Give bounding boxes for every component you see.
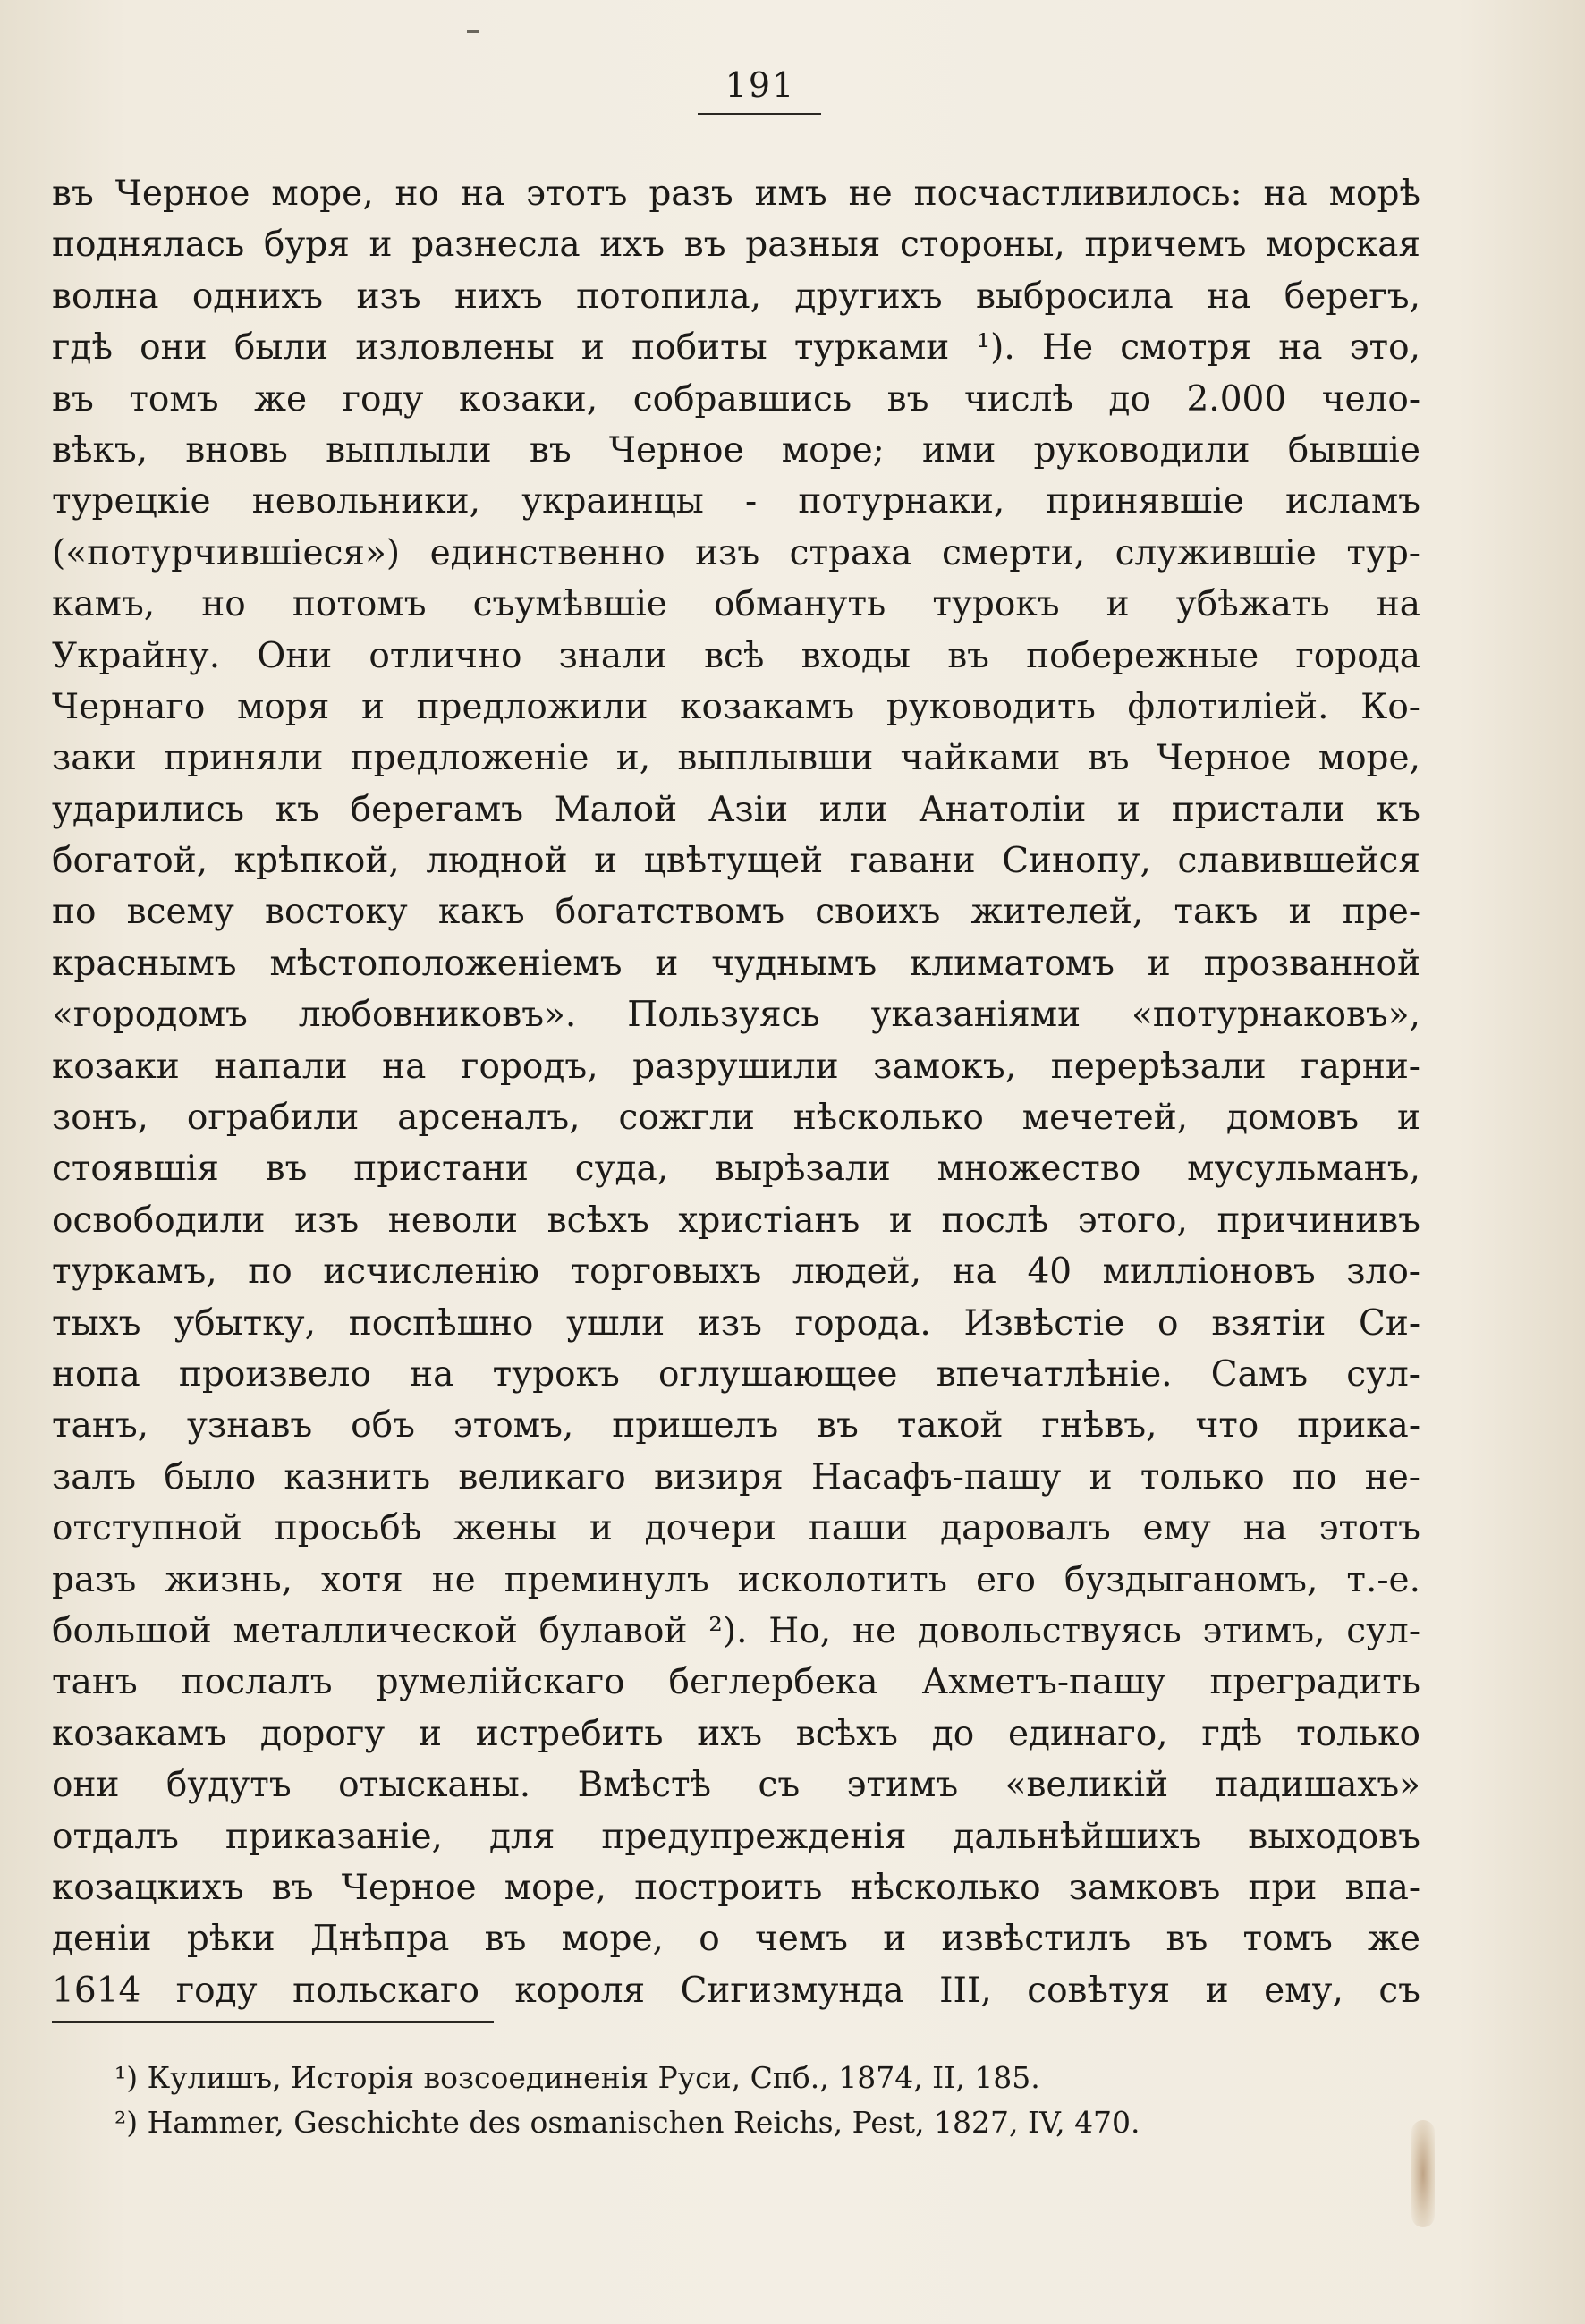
text-line: танъ, узнавъ объ этомъ, пришелъ въ такой гнѣвъ, что прика- <box>52 1405 1420 1446</box>
text-line: Чернаго моря и предложили козакамъ руководить флотиліей. Ко- <box>52 686 1420 727</box>
text-line: разъ жизнь, хотя не преминулъ исколотить его буздыганомъ, т.-е. <box>52 1559 1420 1600</box>
text-line: туркамъ, по исчисленію торговыхъ людей, на 40 милліоновъ зло- <box>52 1251 1420 1293</box>
text-line: ударились къ берегамъ Малой Азіи или Анатоліи и пристали къ <box>52 789 1420 830</box>
paper-stain <box>1411 2120 1435 2227</box>
footnote-separator <box>52 2021 494 2023</box>
text-line: вѣкъ, вновь выплыли въ Черное море; ими руководили бывшіе <box>52 429 1420 471</box>
text-line: деніи рѣки Днѣпра въ море, о чемъ и извѣстилъ въ томъ же <box>52 1919 1420 1960</box>
top-print-mark <box>467 30 479 33</box>
page-number-rule <box>698 113 821 115</box>
text-line: отступной просьбѣ жены и дочери паши даровалъ ему на этотъ <box>52 1508 1420 1549</box>
text-line: турецкіе невольники, украинцы - потурнаки, принявшіе исламъ <box>52 481 1420 522</box>
text-line: камъ, но потомъ съумѣвшіе обмануть турокъ и убѣжать на <box>52 584 1420 625</box>
text-line: отдалъ приказаніе, для предупрежденія дальнѣйшихъ выходовъ <box>52 1816 1420 1857</box>
text-line: гдѣ они были изловлены и побиты турками ¹). Не смотря на это, <box>52 327 1420 369</box>
text-line: козацкихъ въ Черное море, построить нѣсколько замковъ при впа- <box>52 1867 1420 1908</box>
text-line: по всему востоку какъ богатствомъ своихъ жителей, такъ и пре- <box>52 892 1420 933</box>
text-line: («потурчившіеся») единственно изъ страха смерти, служившіе тур- <box>52 532 1420 573</box>
text-line: волна однихъ изъ нихъ потопила, другихъ выбросила на берегъ, <box>52 276 1420 317</box>
text-line: танъ послалъ румелійскаго беглербека Ахметъ-пашу преградить <box>52 1662 1420 1703</box>
text-line: зонъ, ограбили арсеналъ, сожгли нѣсколько мечетей, домовъ и <box>52 1098 1420 1139</box>
text-line: стоявшія въ пристани суда, вырѣзали множество мусульманъ, <box>52 1149 1420 1190</box>
footnotes <box>114 2056 1349 2145</box>
text-line: заки приняли предложеніе и, выплывши чайками въ Черное море, <box>52 738 1420 779</box>
text-line: поднялась буря и разнесла ихъ въ разныя стороны, причемъ морская <box>52 225 1420 266</box>
text-line: залъ было казнить великаго визиря Насафъ-пашу и только по не- <box>52 1456 1420 1497</box>
page-number: 191 <box>725 65 796 105</box>
text-line: большой металлической булавой ²). Но, не довольствуясь этимъ, сул- <box>52 1610 1420 1651</box>
text-line: Украйну. Они отлично знали всѣ входы въ побережные города <box>52 635 1420 676</box>
body-text <box>52 168 1420 2016</box>
text-line: въ Черное море, но на этотъ разъ имъ не посчастливилось: на морѣ <box>52 174 1420 214</box>
text-line: козакамъ дорогу и истребить ихъ всѣхъ до единаго, гдѣ только <box>52 1713 1420 1754</box>
text-line: богатой, крѣпкой, людной и цвѣтущей гавани Синопу, славившейся <box>52 841 1420 882</box>
text-line: тыхъ убытку, поспѣшно ушли изъ города. Извѣстіе о взятіи Си- <box>52 1302 1420 1344</box>
text-line: освободили изъ неволи всѣхъ христіанъ и послѣ этого, причинивъ <box>52 1200 1420 1241</box>
footnote-2: ²) Hammer, Geschichte des osmanischen Reichs, Pest, 1827, IV, 470. <box>114 2105 1140 2140</box>
text-line: нопа произвело на турокъ оглушающее впечатлѣніе. Самъ сул- <box>52 1353 1420 1395</box>
text-line: они будутъ отысканы. Вмѣстѣ съ этимъ «великій падишахъ» <box>52 1765 1420 1806</box>
text-line: краснымъ мѣстоположеніемъ и чуднымъ климатомъ и прозванной <box>52 943 1420 984</box>
text-line: козаки напали на городъ, разрушили замокъ, перерѣзали гарни- <box>52 1046 1420 1087</box>
text-line: въ томъ же году козаки, собравшись въ числѣ до 2.000 чело- <box>52 378 1420 420</box>
text-line: 1614 году польскаго короля Сигизмунда III, совѣтуя и ему, съ <box>52 1970 1420 2011</box>
text-line: «городомъ любовниковъ». Пользуясь указаніями «потурнаковъ», <box>52 995 1420 1036</box>
footnote-1: ¹) Кулишъ, Исторія возсоединенія Руси, Спб., 1874, II, 185. <box>114 2060 1040 2095</box>
